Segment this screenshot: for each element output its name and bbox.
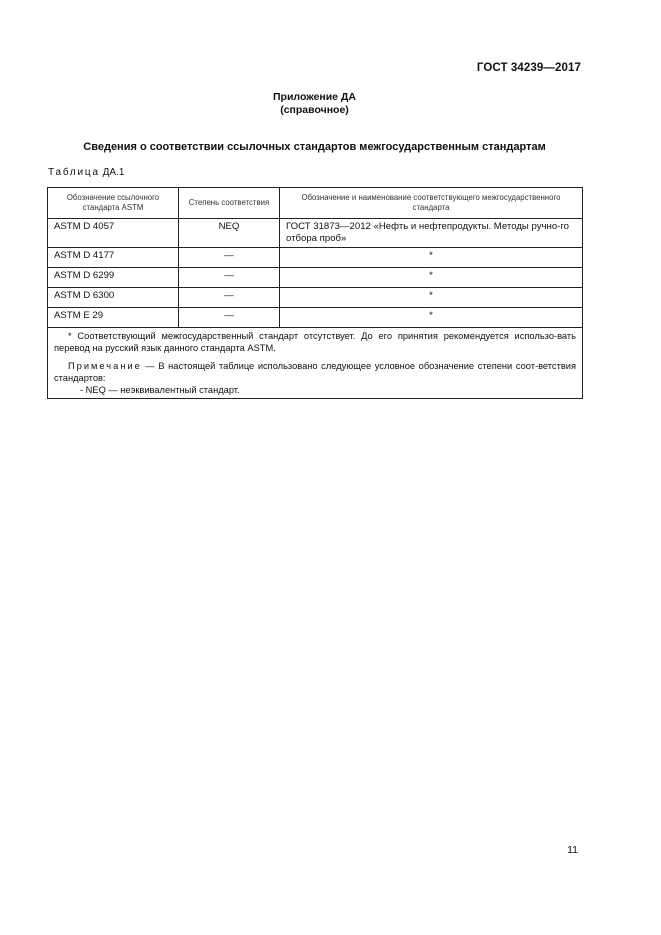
- table-row: [48, 219, 583, 248]
- annex-heading: [0, 91, 629, 117]
- cell-reference: ASTM D 4177: [48, 248, 179, 268]
- header-reference-standard: Обозначение ссылочного стандарта ASTM: [48, 188, 179, 219]
- annex-title: Приложение ДА: [273, 91, 356, 103]
- table-row: [48, 248, 583, 268]
- note-text: — В настоящей таблице использовано следующее условное обозначение степени соот-ветствия стандартов:: [54, 361, 576, 383]
- annex-subtitle: (справочное): [280, 104, 349, 116]
- cell-reference: ASTM E 29: [48, 308, 179, 328]
- note-label: Примечание: [68, 361, 142, 371]
- page-number: 11: [567, 844, 578, 856]
- cell-standard: *: [280, 308, 583, 328]
- cell-degree: —: [179, 248, 280, 268]
- cell-reference: ASTM D 6300: [48, 288, 179, 308]
- table-notes: [48, 328, 583, 399]
- header-degree: Степень соответствия: [179, 188, 280, 219]
- header-interstate-standard: Обозначение и наименование соответствующего межгосударственного стандарта: [280, 188, 583, 219]
- cell-standard: ГОСТ 31873—2012 «Нефть и нефтепродукты. Методы ручно-го отбора проб»: [280, 219, 583, 248]
- table-label-number: ДА.1: [102, 167, 125, 178]
- cell-degree: —: [179, 288, 280, 308]
- table-header-row: [48, 188, 583, 219]
- cell-degree: —: [179, 308, 280, 328]
- cell-reference: ASTM D 6299: [48, 268, 179, 288]
- table-label-word: Таблица: [48, 167, 100, 178]
- table-notes-row: [48, 328, 583, 399]
- document-code: ГОСТ 34239—2017: [476, 62, 581, 74]
- reference-table: [47, 187, 583, 399]
- note-item: - NEQ — неэквивалентный стандарт.: [80, 385, 240, 395]
- cell-standard: *: [280, 248, 583, 268]
- cell-standard: *: [280, 288, 583, 308]
- note: [54, 360, 576, 384]
- cell-standard: *: [280, 268, 583, 288]
- table-row: [48, 308, 583, 328]
- table-row: [48, 288, 583, 308]
- table-row: [48, 268, 583, 288]
- cell-degree: NEQ: [179, 219, 280, 248]
- footnote: * Соответствующий межгосударственный стандарт отсутствует. До его принятия рекомендуется использо-вать перевод на русский язык данного стандарта ASTM.: [54, 331, 576, 353]
- cell-degree: —: [179, 268, 280, 288]
- table-label: [48, 167, 124, 178]
- cell-reference: ASTM D 4057: [48, 219, 179, 248]
- section-title: Сведения о соответствии ссылочных стандартов межгосударственным стандартам: [83, 141, 546, 153]
